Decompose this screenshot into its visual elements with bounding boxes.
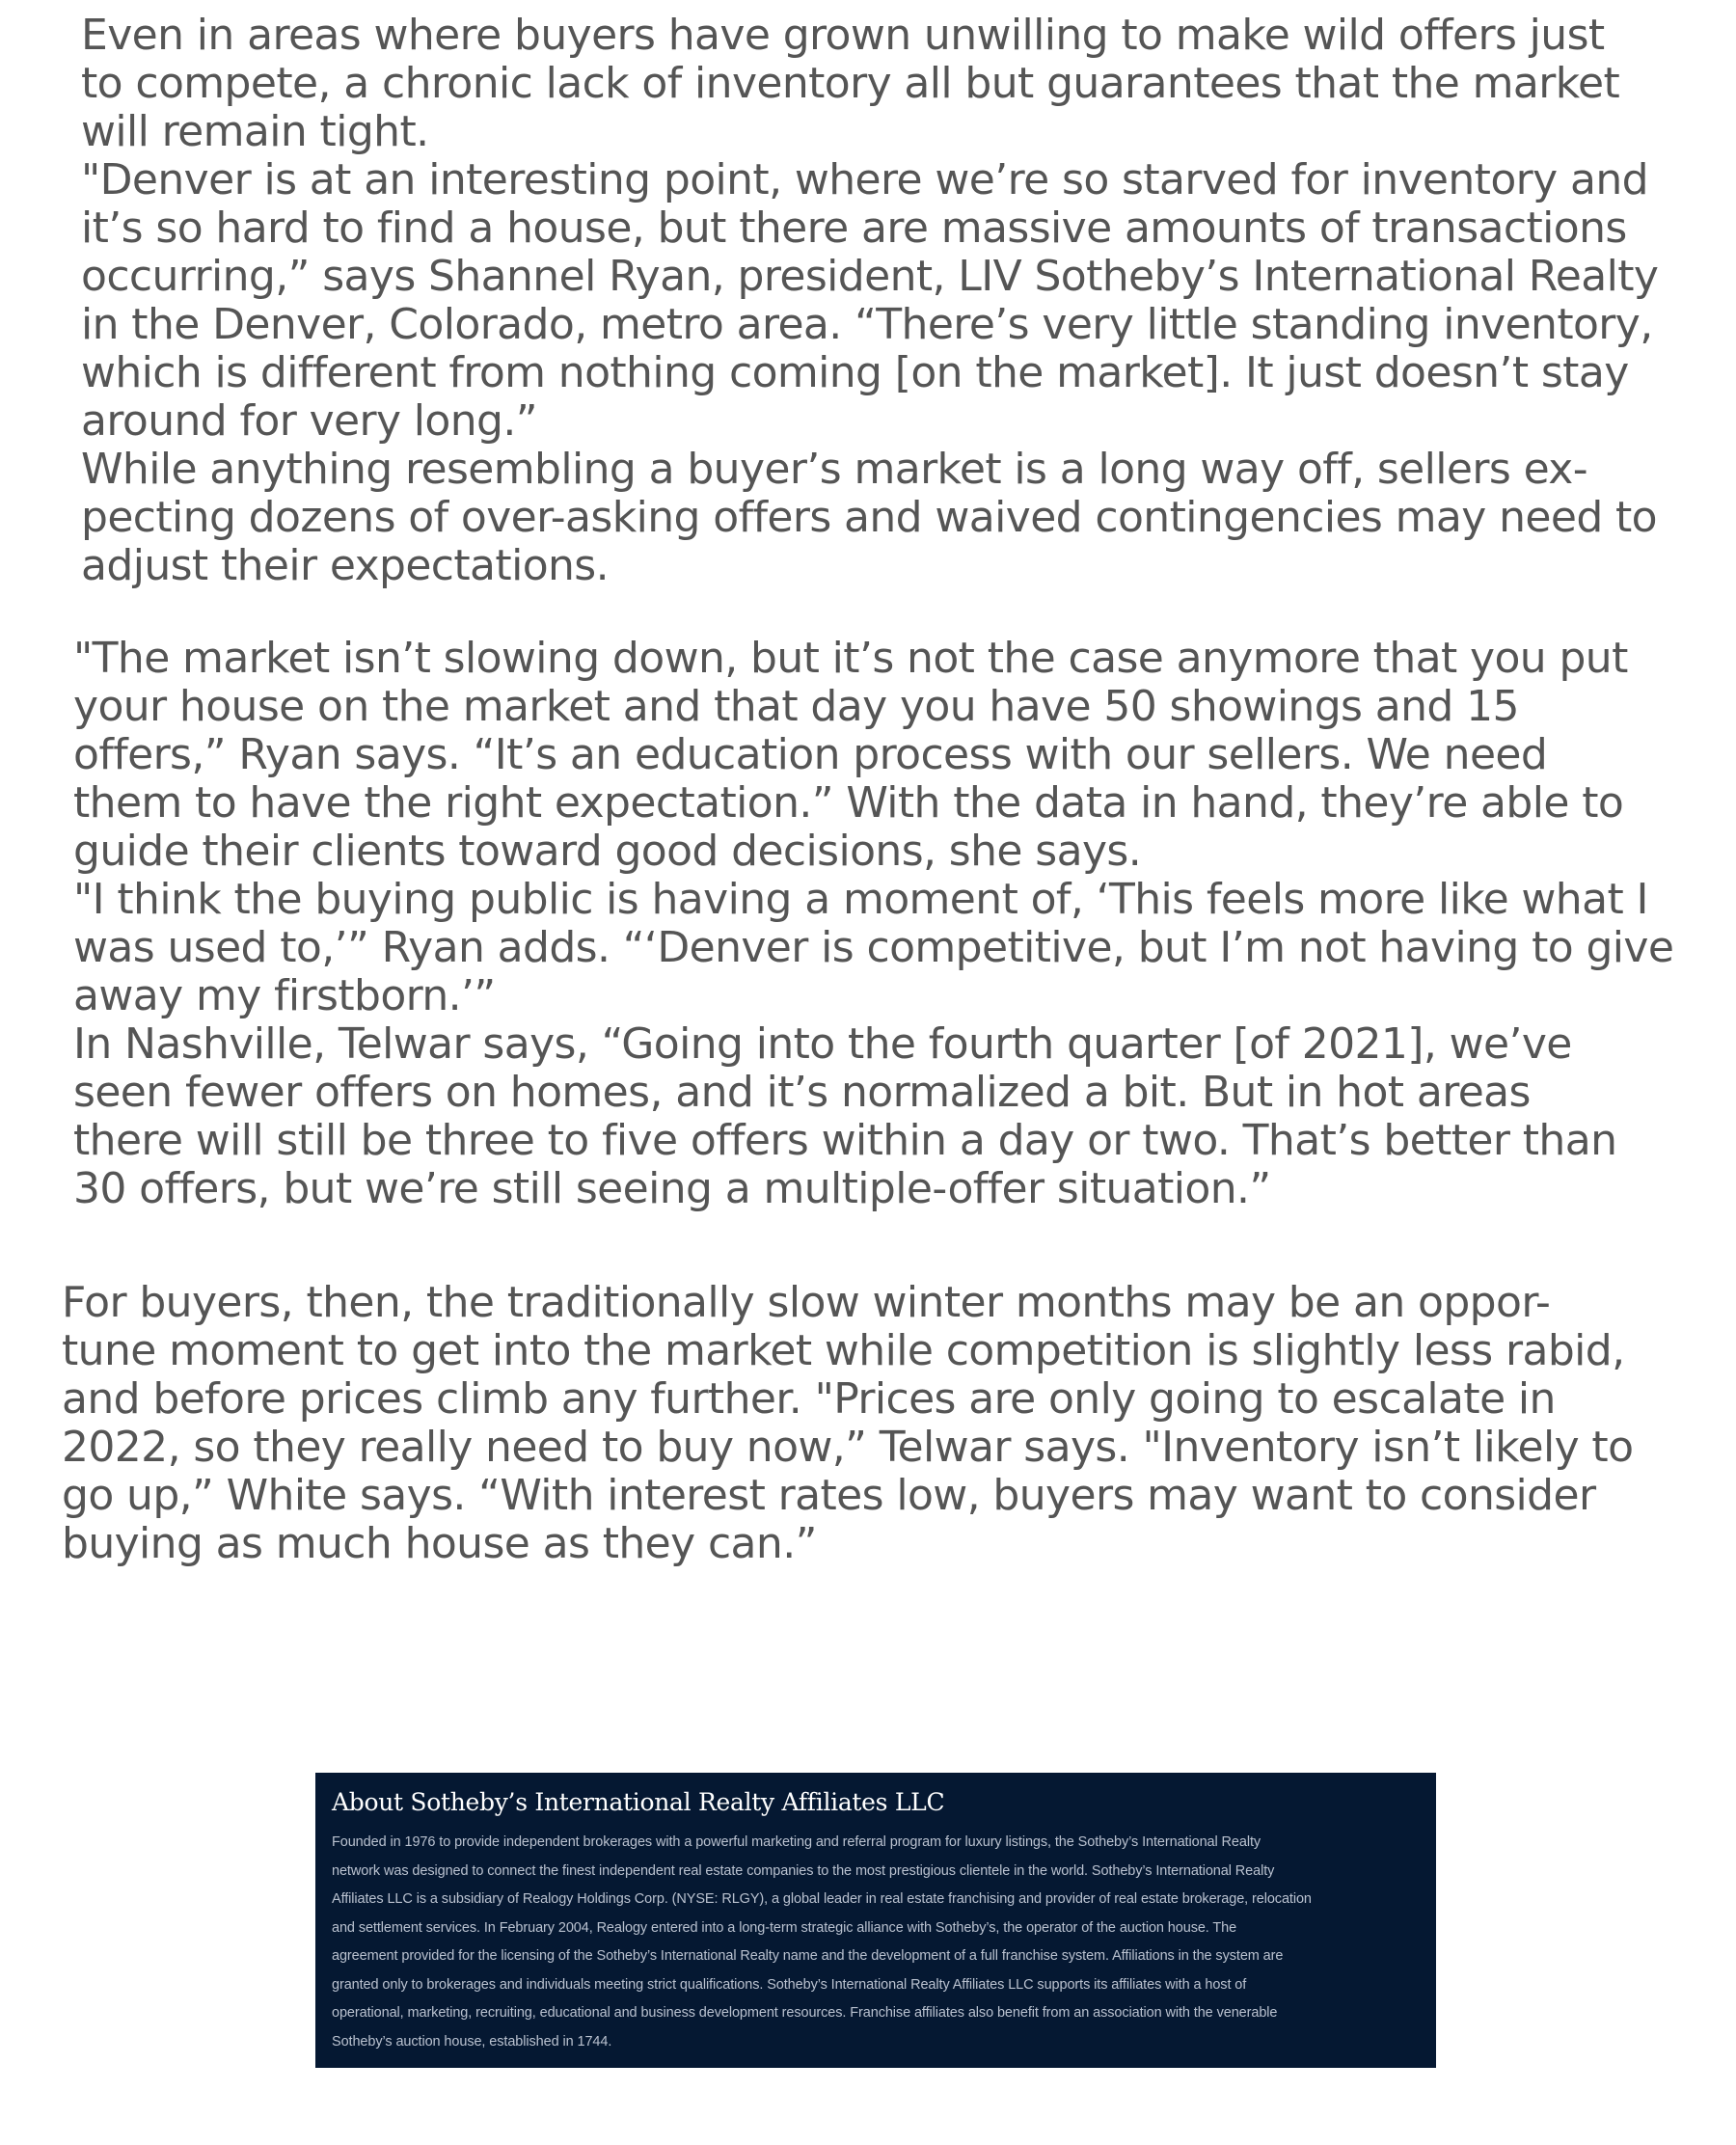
text-line: pecting dozens of over-asking offers and waived contingencies may need to: [81, 493, 1658, 542]
text-line: occurring,” says Shannel Ryan, president, LIV Sotheby’s International Realty: [81, 252, 1659, 301]
about-text-line: Founded in 1976 to provide independent brokerages with a powerful marketing and referral program for luxury listings, the Sotheby’s International Realty: [332, 1834, 1261, 1850]
text-line: Even in areas where buyers have grown unwilling to make wild offers just: [81, 11, 1605, 60]
text-line: it’s so hard to find a house, but there are massive amounts of transactions: [81, 204, 1627, 253]
text-line: there will still be three to five offers within a day or two. That’s better than: [73, 1116, 1617, 1165]
about-text-line: Affiliates LLC is a subsidiary of Realogy Holdings Corp. (NYSE: RLGY), a global leader in real estate franchising and provider of real estate brokerage, relocation: [332, 1891, 1312, 1907]
article-paragraph-block-2: [73, 635, 1673, 1213]
text-line: offers,” Ryan says. “It’s an education process with our sellers. We need: [73, 730, 1548, 779]
text-line: While anything resembling a buyer’s market is a long way off, sellers ex-: [81, 445, 1587, 494]
text-line: 30 offers, but we’re still seeing a multiple-offer situation.”: [73, 1164, 1271, 1213]
text-line: In Nashville, Telwar says, “Going into the fourth quarter [of 2021], we’ve: [73, 1019, 1572, 1069]
text-line: around for very long.”: [81, 396, 537, 446]
about-text-line: granted only to brokerages and individuals meeting strict qualifications. Sotheby’s International Realty Affiliates LLC supports its affiliates with a host of: [332, 1976, 1247, 1993]
text-line: For buyers, then, the traditionally slow winter months may be an oppor-: [62, 1278, 1551, 1327]
text-line: tune moment to get into the market while competition is slightly less rabid,: [62, 1326, 1625, 1375]
text-line: go up,” White says. “With interest rates low, buyers may want to consider: [62, 1471, 1596, 1520]
text-line: buying as much house as they can.”: [62, 1519, 817, 1568]
about-text-line: agreement provided for the licensing of the Sotheby’s International Realty name and the development of a full franchise system. Affiliations in the system are: [332, 1948, 1284, 1964]
text-line: guide their clients toward good decisions, she says.: [73, 827, 1142, 876]
text-line: "I think the buying public is having a moment of, ‘This feels more like what I: [73, 875, 1648, 924]
text-line: to compete, a chronic lack of inventory all but guarantees that the market: [81, 59, 1620, 108]
text-line: was used to,’” Ryan adds. “‘Denver is competitive, but I’m not having to give: [73, 923, 1674, 972]
about-sothebys-box: [315, 1773, 1436, 2068]
text-line: and before prices climb any further. "Prices are only going to escalate in: [62, 1374, 1556, 1424]
about-text-line: and settlement services. In February 2004, Realogy entered into a long-term strategic alliance with Sotheby’s, the operator of the auction house. The: [332, 1919, 1237, 1936]
text-line: adjust their expectations.: [81, 541, 610, 590]
about-body: [332, 1829, 1421, 2056]
text-line: in the Denver, Colorado, metro area. “There’s very little standing inventory,: [81, 300, 1653, 349]
about-text-line: network was designed to connect the finest independent real estate companies to the most prestigious clientele in the world. Sotheby’s International Realty: [332, 1862, 1275, 1879]
article-paragraph-block-1: [81, 12, 1658, 590]
article-paragraph-block-3: [62, 1279, 1633, 1568]
about-title: About Sotheby’s International Realty Affiliates LLC: [332, 1788, 945, 1816]
text-line: away my firstborn.’”: [73, 971, 496, 1020]
about-text-line: operational, marketing, recruiting, educational and business development resources. Franchise affiliates also benefit from an association with the venerable: [332, 2005, 1278, 2021]
text-line: 2022, so they really need to buy now,” Telwar says. "Inventory isn’t likely to: [62, 1423, 1634, 1472]
text-line: which is different from nothing coming [on the market]. It just doesn’t stay: [81, 348, 1629, 397]
text-line: your house on the market and that day you have 50 showings and 15: [73, 682, 1519, 731]
text-line: seen fewer offers on homes, and it’s normalized a bit. But in hot areas: [73, 1068, 1531, 1117]
text-line: "The market isn’t slowing down, but it’s not the case anymore that you put: [73, 634, 1628, 683]
text-line: them to have the right expectation.” With the data in hand, they’re able to: [73, 778, 1624, 828]
text-line: "Denver is at an interesting point, where we’re so starved for inventory and: [81, 155, 1648, 204]
text-line: will remain tight.: [81, 107, 429, 156]
about-text-line: Sotheby’s auction house, established in 1744.: [332, 2033, 612, 2050]
